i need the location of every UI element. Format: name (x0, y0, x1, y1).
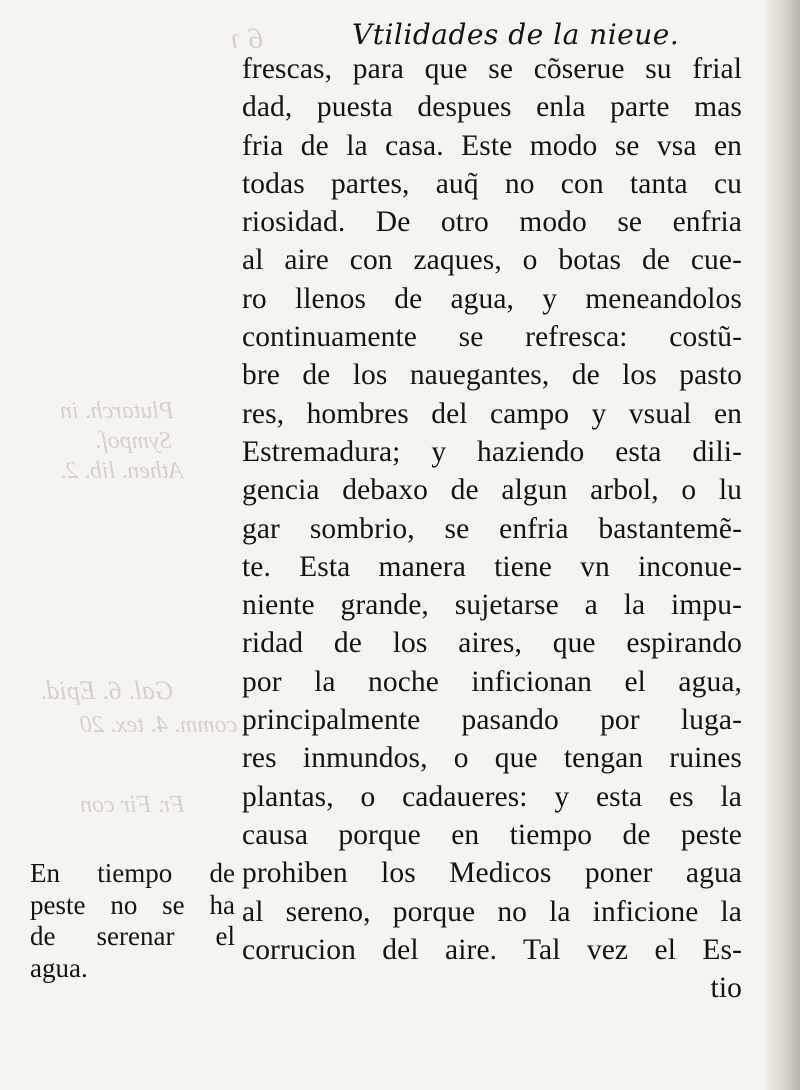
text-line: fria de la casa. Este modo se vsa en (242, 129, 742, 162)
text-line: dad, puesta despues enla parte mas (242, 91, 742, 124)
bleed-through-text: comm. 4. tex. 20 (80, 712, 238, 738)
margin-note-line: En tiempo de (30, 858, 235, 888)
margin-note-line: agua. (30, 952, 88, 983)
text-line: ridad de los aires, que espirando (242, 627, 742, 660)
margin-note-line: peste no se ha (30, 889, 235, 920)
text-line: causa porque en tiempo de peste (242, 818, 742, 851)
text-line: res, hombres del campo y vsual en (242, 397, 742, 430)
body-text-column (242, 50, 742, 1007)
text-line: ro llenos de agua, y meneandolos (242, 282, 742, 315)
text-line: Estremadura; y haziendo esta dili- (242, 435, 742, 468)
text-line: riosidad. De otro modo se enfria (242, 206, 742, 239)
text-line: por la noche inficionan el agua, (242, 665, 742, 698)
text-line: res inmundos, o que tengan ruines (242, 742, 742, 775)
bleed-through-text: Fr. Fir con (80, 792, 185, 818)
bleed-through-text: Gal. 6. Epid. (40, 676, 174, 705)
text-line: todas partes, auq̃ no con tanta cu (242, 167, 742, 200)
text-line: principalmente pasando por luga- (242, 704, 742, 737)
text-line: corrucion del aire. Tal vez el Es- (242, 933, 742, 966)
running-header: Vtilidades de la nieue. (352, 18, 680, 51)
text-line: prohiben los Medicos poner agua (242, 857, 742, 890)
margin-note (30, 858, 235, 984)
page-gutter (766, 0, 800, 1090)
bleed-through-text: Sympoſ. (95, 428, 172, 454)
text-line: frescas, para que se cõserue su frial (242, 53, 742, 85)
text-line: gar sombrio, se enfria bastantemẽ- (242, 512, 742, 545)
text-line: gencia debaxo de algun arbol, o lu (242, 474, 742, 507)
text-line: continuamente se refresca: costũ- (242, 321, 742, 354)
bleed-through-text: 6 ɿ (230, 22, 264, 55)
bleed-through-text: Plutarch. in (60, 398, 174, 424)
bleed-through-text: Athen. lib. 2. (60, 458, 184, 484)
text-line: niente grande, sujetarse a la impu- (242, 589, 742, 622)
text-line: al aire con zaques, o botas de cue- (242, 244, 742, 277)
text-line: plantas, o cadaueres: y esta es la (242, 780, 742, 813)
margin-note-line: de serenar el (30, 921, 235, 951)
text-line: te. Esta manera tiene vn inconue- (242, 550, 742, 583)
text-line: al sereno, porque no la inficione la (242, 895, 742, 928)
text-line: tio (710, 972, 742, 1005)
text-line: bre de los nauegantes, de los pasto (242, 359, 742, 392)
